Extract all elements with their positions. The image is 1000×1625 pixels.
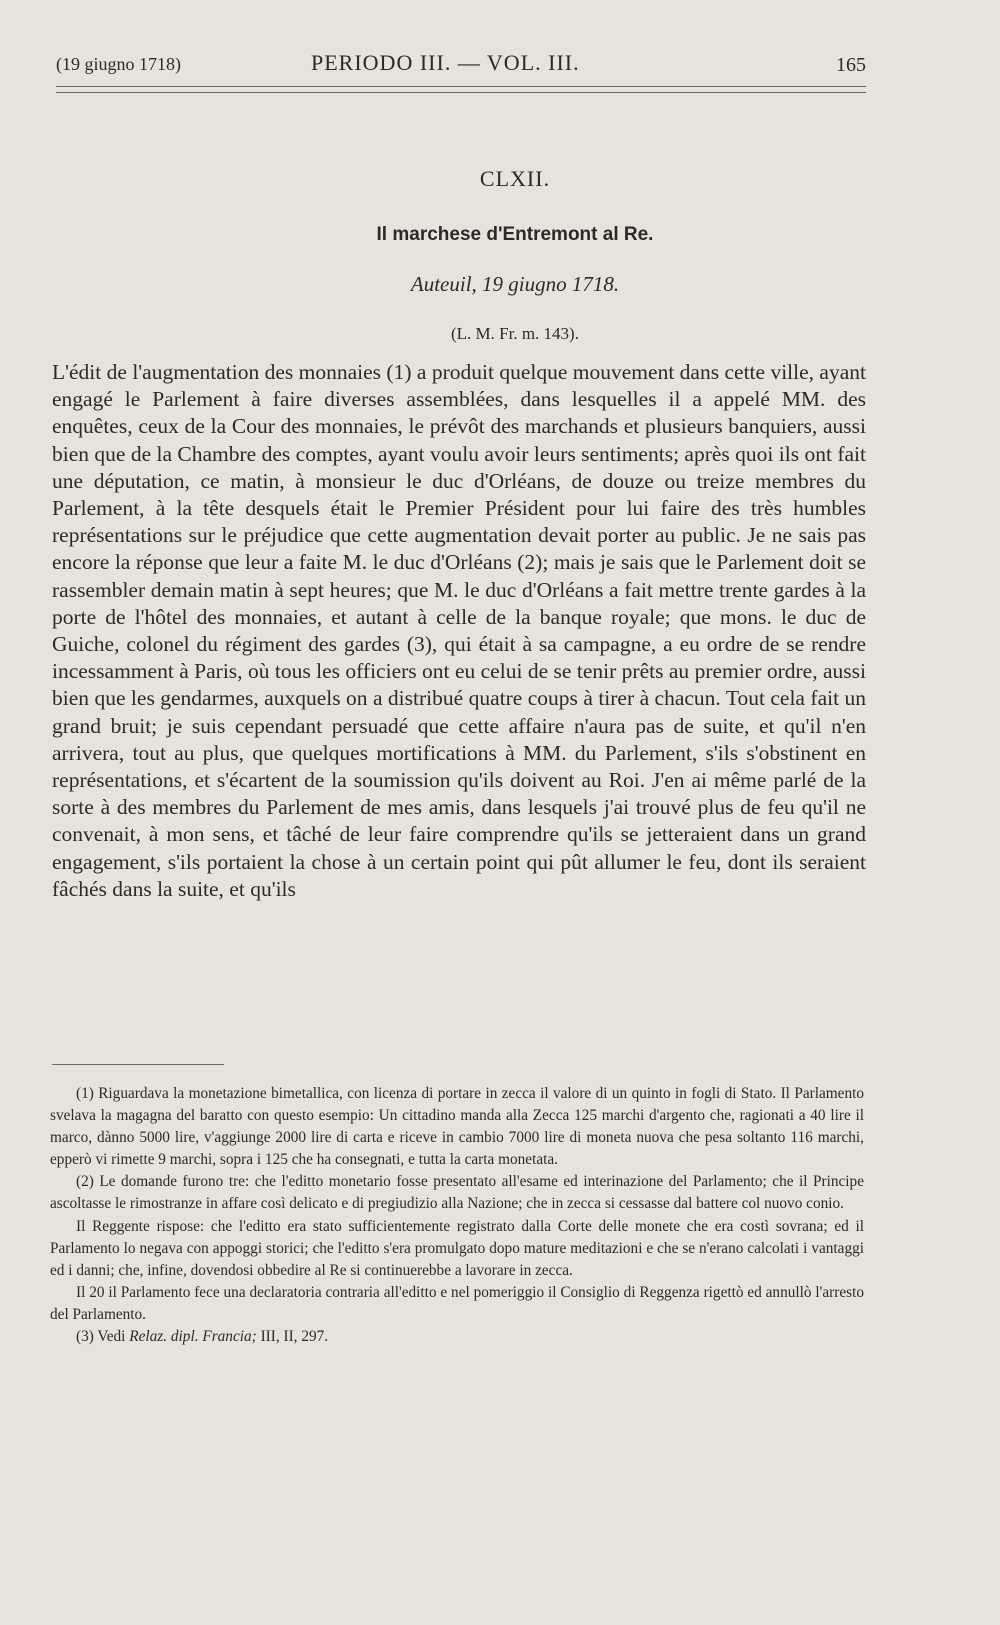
header-double-rule: [56, 86, 866, 93]
footnote-3-prefix: (3) Vedi: [76, 1328, 126, 1346]
running-head-title: PERIODO III. — VOL. III.: [311, 50, 580, 75]
footnote-rule: [52, 1064, 224, 1065]
document-source: (L. M. Fr. m. 143).: [451, 324, 579, 343]
footnotes: [50, 1083, 864, 1348]
footnote-3: [50, 1326, 864, 1348]
footnote-2: (2) Le domande furono tre: che l'editto monetario fosse presentato all'esame ed interinazione del Parlamento; che il Principe ascoltasse le rimostranze in affare così delicato e di pregiudizio alla Nazione; che in zecca si cessasse dal battere col nuovo conio.: [50, 1173, 864, 1213]
footnote-2-continued: Il Reggente rispose: che l'editto era stato sufficientemente registrato dalla Corte delle monete che era costì sovrana; ed il Parlamento lo negava con appoggi storici; che l'editto s'era promulgato dopo mature meditazioni e che se n'erano calcolati i vantaggi ed i danni; che, infine, dovendosi obbedire al Re si continuerebbe a lavorare in zecca.: [50, 1217, 864, 1279]
footnote-2-final: Il 20 il Parlamento fece una declaratoria contraria all'editto e nel pomeriggio il Consiglio di Reggenza rigettò ed annullò l'arresto del Parlamento.: [50, 1283, 864, 1323]
document-place-date: Auteuil, 19 giugno 1718.: [410, 272, 620, 296]
document-heading: Il marchese d'Entremont al Re.: [376, 224, 654, 245]
footnote-3-reference: III, II, 297.: [260, 1328, 329, 1346]
footnote-3-citation: Relaz. dipl. Francia;: [129, 1328, 257, 1346]
document-number: CLXII.: [479, 166, 551, 191]
running-head-date: (19 giugno 1718): [56, 54, 181, 74]
running-head: [56, 48, 866, 82]
footnote-1: (1) Riguardava la monetazione bimetallica, con licenza di portare in zecca il valore di un quinto in fogli di Stato. Il Parlamento svelava la magagna del baratto con questo esempio: Un cittadino manda alla Zecca 125 marchi d'argento che, ragionati a 40 lire il marco, dànno 5000 lire, v'aggiunge 2000 lire di carta e riceve in cambio 7000 lire di moneta nuova che pesa soltanto 116 marchi, epperò vi rimette 9 marchi, sopra i 125 che ha consegnati, e tutta la carta monetata.: [50, 1085, 864, 1169]
page-number: 165: [836, 54, 866, 76]
letter-body: L'édit de l'augmentation des monnaies (1) a produit quelque mouvement dans cette ville, ayant engagé le Parlement à faire diverses assemblées, dans lesquelles il a appelé MM. des enquêtes, ceux de la Cour des monnaies, le prévôt des marchands et plusieurs banquiers, aussi bien que de la Chambre des comptes, ayant voulu avoir leurs sentiments; après quoi ils ont fait une députation, ce matin, à monsieur le duc d'Orléans, de douze ou treize membres du Parlement, à la tête desquels était le Premier Président pour lui faire des très humbles représentations sur le préjudice que cette augmentation devait porter au public. Je ne sais pas encore la réponse que leur a faite M. le duc d'Orléans (2); mais je sais que le Parlement doit se rassembler demain matin à sept heures; que M. le duc d'Orléans a fait mettre trente gardes à la porte de l'hôtel des monnaies, et autant à celle de la banque royale; que mons. le duc de Guiche, colonel du régiment des gardes (3), qui était à sa campagne, a eu ordre de se rendre incessamment à Paris, où tous les officiers ont eu celui de se tenir prêts au premier ordre, aussi bien que les gendarmes, auxquels on a distribué quatre coups à tirer à chacun. Tout cela fait un grand bruit; je suis cependant persuadé que cette affaire n'aura pas de suite, et qu'il n'en arrivera, tout au plus, que quelques mortifications à MM. du Parlement, s'ils s'obstinent en représentations, et s'écartent de la soumission qu'ils doivent au Roi. J'en ai même parlé de la sorte à des membres du Parlement de mes amis, dans lesquels j'ai trouvé plus de feu qu'il ne convenait, à mon sens, et tâché de leur faire comprendre qu'ils se jetteraient dans un grand engagement, s'ils portaient la chose à un certain point qui pût allumer le feu, dont ils seraient fâchés dans la suite, et qu'ils: [52, 360, 866, 901]
